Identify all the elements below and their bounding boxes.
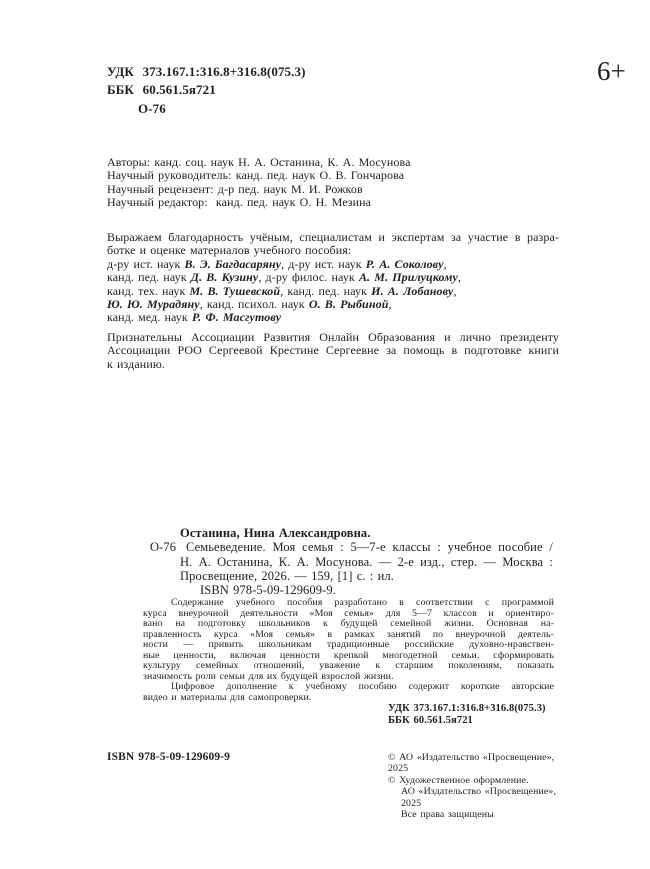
text-segment: Семьеведение. Моя семья : 5—7-е классы : учебное пособие / bbox=[186, 540, 553, 555]
text-line bbox=[107, 298, 559, 311]
text-segment: УДК 373.167.1:316.8+316.8(075.3) bbox=[388, 703, 546, 714]
text-segment: Научный редактор: канд. пед. наук О. Н. Мезина bbox=[107, 195, 372, 210]
text-line bbox=[107, 169, 567, 182]
annotation-block bbox=[143, 598, 554, 703]
text-segment: Признательны Ассоциации Развития Онлайн Образования и лично президенту bbox=[107, 330, 559, 344]
text-line bbox=[180, 569, 553, 583]
copyright-block bbox=[388, 752, 568, 820]
text-line bbox=[180, 540, 553, 554]
text-line bbox=[107, 285, 559, 298]
text-line bbox=[107, 183, 567, 196]
classification-block bbox=[107, 63, 306, 118]
text-line bbox=[107, 344, 559, 357]
catalog-card bbox=[150, 526, 554, 597]
text-line bbox=[107, 311, 559, 324]
text-segment: канд. тех. наук bbox=[107, 283, 190, 298]
text-segment: Научный руководитель: канд. пед. наук О. В. Гончарова bbox=[107, 168, 405, 183]
text-segment: ISBN 978-5-09-129609-9. bbox=[200, 583, 336, 598]
text-line bbox=[388, 752, 568, 775]
text-line bbox=[180, 583, 553, 597]
text-segment: Содержание учебного пособия разработано в соответствии с программой bbox=[171, 597, 554, 608]
text-segment: Цифровое дополнение к учебному пособию содержит короткие авторские bbox=[171, 681, 554, 692]
text-segment: Ассоциации РОО Сергеевой Крестине Сергеевне за помощь в подготовке книги bbox=[107, 343, 559, 358]
udk-line: УДК 373.167.1:316.8+316.8(075.3) bbox=[107, 64, 306, 79]
person-name-emphasis: М. В. Тушевской bbox=[189, 283, 281, 298]
isbn-line: ISBN 978-5-09-129609-9 bbox=[107, 751, 230, 763]
text-segment: д-ру ист. наук bbox=[107, 256, 185, 271]
gratitude-block bbox=[107, 331, 559, 371]
bbk-line: ББК 60.561.5я721 bbox=[107, 82, 216, 98]
person-name-emphasis: Д. В. Кузину bbox=[190, 270, 259, 285]
text-line bbox=[180, 555, 553, 569]
person-name-emphasis: Р. А. Соколову bbox=[365, 256, 444, 271]
age-rating-badge: 6+ bbox=[597, 56, 626, 86]
text-line bbox=[388, 715, 546, 727]
text-segment: , bbox=[443, 256, 447, 271]
person-name-emphasis: Ю. Ю. Мурадяну bbox=[107, 297, 200, 312]
card-description bbox=[180, 540, 553, 597]
text-segment: Просвещение, 2026. — 159, [1] с. : ил. bbox=[180, 568, 394, 583]
text-segment: ББК 60.561.5я721 bbox=[388, 715, 473, 727]
text-line bbox=[107, 244, 559, 257]
person-name-emphasis: А. М. Прилуцкому bbox=[358, 270, 458, 285]
text-segment: культуру семейных отношений, уважение к старшим поколениям, показать bbox=[143, 660, 554, 671]
text-line bbox=[107, 258, 559, 271]
text-segment: , канд. психол. наук bbox=[199, 297, 309, 312]
text-segment: АО «Издательство «Просвещение», 2025 bbox=[401, 786, 560, 809]
person-name-emphasis: В. Э. Багдасаряну bbox=[184, 256, 282, 271]
person-name-emphasis: Р. Ф. Масгутову bbox=[191, 310, 282, 325]
text-segment: Научный рецензент: д-р пед. наук М. И. Рожков bbox=[107, 181, 363, 196]
text-segment: , канд. пед. наук bbox=[280, 283, 372, 298]
text-line bbox=[107, 271, 559, 284]
text-line bbox=[107, 196, 567, 209]
text-line bbox=[107, 231, 559, 244]
credits-block bbox=[107, 156, 567, 210]
text-segment: видео и материалы для самопроверки. bbox=[143, 691, 312, 703]
text-segment: © Художественное оформление. bbox=[388, 774, 529, 786]
text-line bbox=[388, 786, 568, 809]
card-author-sign: О-76 bbox=[150, 540, 177, 555]
text-segment: канд. пед. наук bbox=[107, 270, 191, 285]
text-segment: , д-ру филос. наук bbox=[258, 270, 359, 285]
text-line bbox=[388, 703, 546, 715]
text-line bbox=[388, 775, 568, 786]
text-segment: канд. мед. наук bbox=[107, 310, 192, 325]
text-line bbox=[107, 156, 567, 169]
text-line bbox=[143, 693, 554, 704]
text-segment: вано на подготовку школьников к будущей семейной жизни. Основная на- bbox=[143, 618, 554, 629]
text-segment: правленность курса «Моя семья» в рамках занятий по внеурочной деятель- bbox=[143, 628, 554, 640]
text-segment: Все права защищены bbox=[401, 809, 494, 821]
text-segment: курса внеурочной деятельности «Моя семья» для 5—7 классов и ориентиро- bbox=[143, 607, 554, 619]
text-segment: © АО «Издательство «Просвещение», 2025 bbox=[388, 752, 558, 775]
text-segment: , д-ру ист. наук bbox=[281, 256, 366, 271]
text-line bbox=[107, 331, 559, 344]
text-segment: ности — привить школьникам традиционные российские духовно-нравствен- bbox=[143, 639, 554, 650]
person-name-emphasis: О. В. Рыбиной bbox=[308, 297, 389, 312]
text-segment: , bbox=[457, 270, 462, 285]
text-segment: значимость роли семьи для их будущей взрослой жизни. bbox=[143, 670, 394, 682]
bottom-classification-block bbox=[388, 703, 546, 727]
text-line bbox=[388, 809, 568, 820]
text-line bbox=[107, 358, 559, 371]
text-segment: Выражаем благодарность учёным, специалистам и экспертам за участие в разра- bbox=[107, 230, 559, 244]
author-sign-code: О-76 bbox=[138, 100, 166, 116]
card-author-heading: Останина, Нина Александровна. bbox=[180, 526, 371, 540]
text-segment: к изданию. bbox=[107, 356, 166, 371]
text-segment: , bbox=[453, 283, 457, 298]
person-name-emphasis: И. А. Лобанову bbox=[371, 283, 454, 298]
text-segment: , bbox=[388, 297, 392, 312]
text-segment: Авторы: канд. соц. наук Н. А. Останина, К. А. Мосунова bbox=[107, 155, 411, 169]
text-segment: Н. А. Останина, К. А. Мосунова. — 2-е изд., стер. — Москва : bbox=[180, 554, 553, 569]
acknowledgement-block bbox=[107, 231, 559, 325]
text-segment: ботке и оценке материалов учебного пособия: bbox=[107, 243, 352, 258]
text-segment: ные ценности, включая ценности крепкой многодетной семьи, сформировать bbox=[143, 649, 554, 661]
